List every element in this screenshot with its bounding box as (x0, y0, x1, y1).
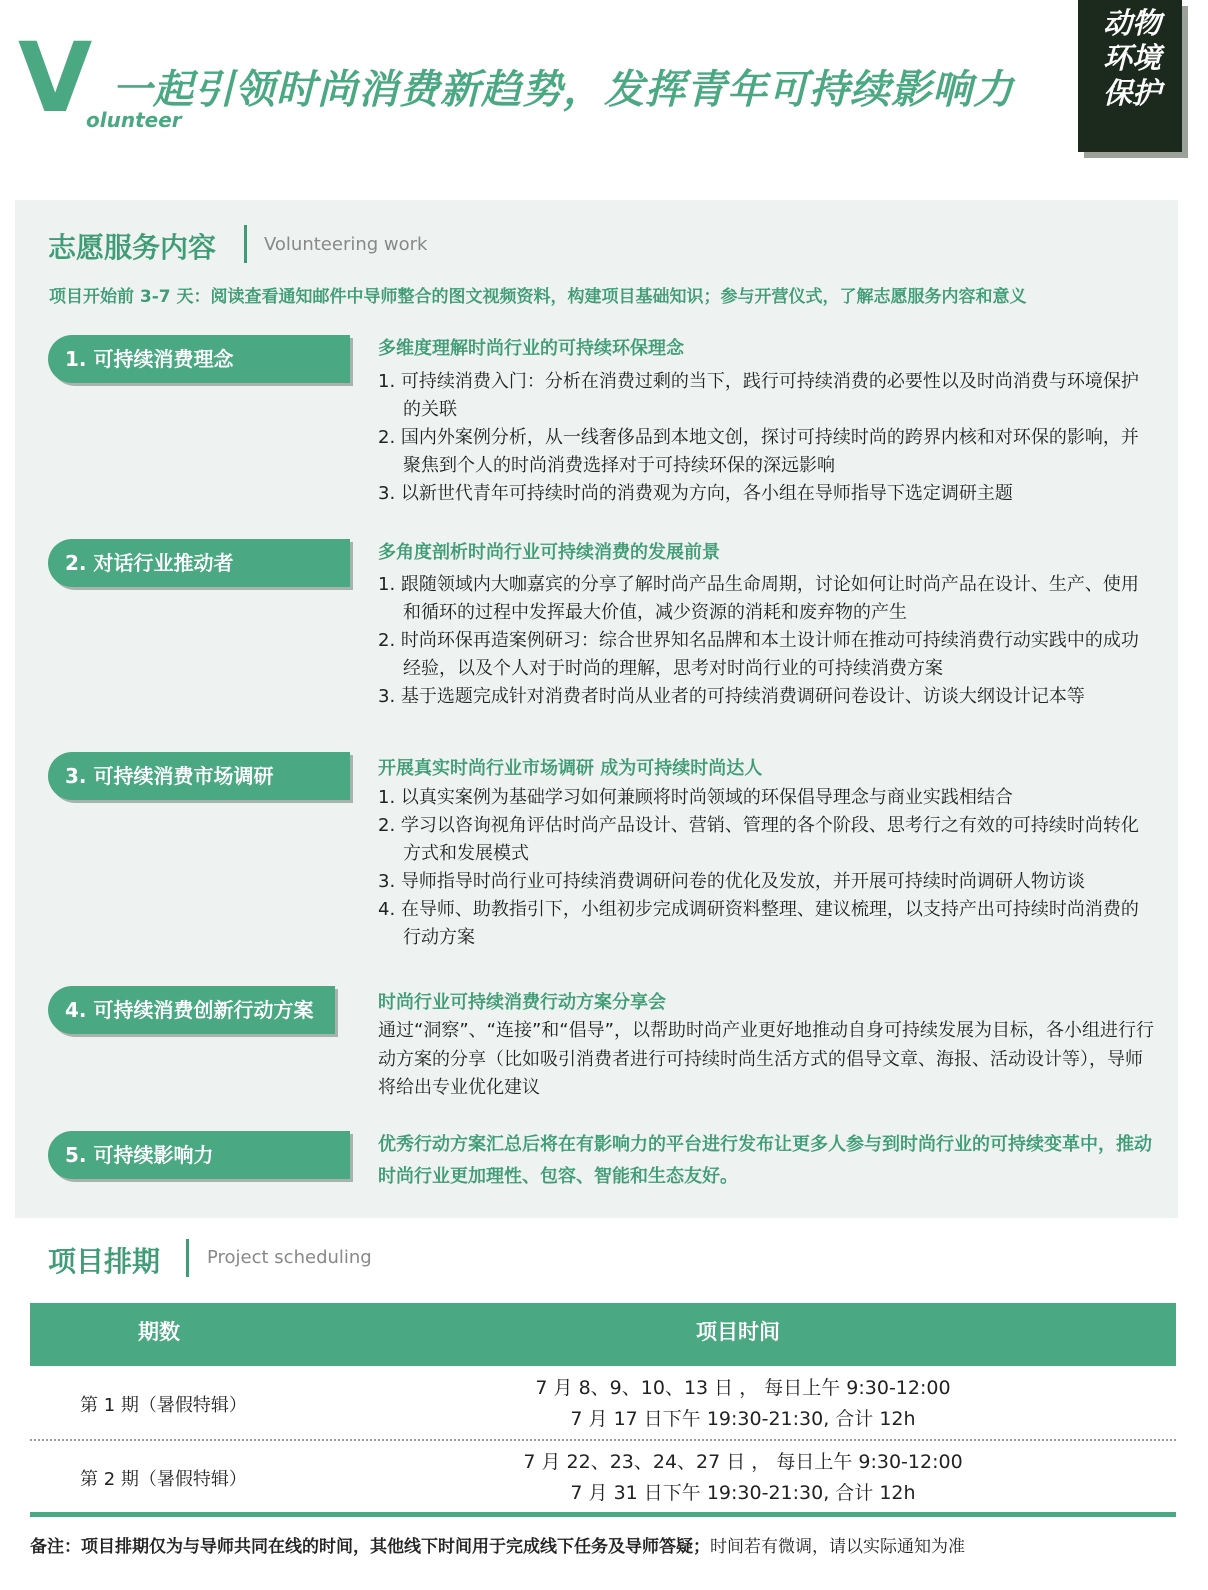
module-label: 4. 可持续消费创新行动方案 (48, 986, 335, 1034)
category-tag-line: 保护 (1102, 76, 1161, 110)
list-item: 3. 以新世代青年可持续时尚的消费观为方向，各小组在导师指导下选定调研主题 (378, 483, 1013, 504)
page-headline: 一起引领时尚消费新趋势，发挥青年可持续影响力 (112, 67, 1014, 113)
category-tag (1086, 6, 1178, 111)
module-subtitle: 时尚行业可持续消费行动方案分享会 (378, 992, 666, 1013)
column-header-period: 期数 (138, 1320, 180, 1344)
list-item: 2. 时尚环保再造案例研习：综合世界知名品牌和本土设计师在推动可持续消费行动实践中的成功经验，以及个人对于时尚的理解，思考对时尚行业的可持续消费方案 (378, 630, 1139, 679)
schedule-section-title: 项目排期 (48, 1245, 161, 1278)
table-cell-period: 第 1 期（暑假特辑） (80, 1395, 247, 1416)
table-cell-time (450, 1373, 1036, 1435)
module-label: 3. 可持续消费市场调研 (48, 752, 350, 800)
module-subtitle: 多角度剖析时尚行业可持续消费的发展前景 (378, 542, 720, 563)
module-description: 通过“洞察”、“连接”和“倡导”，以帮助时尚产业更好地推动自身可持续发展为目标，各小组进行行动方案的分享（比如吸引消费者进行可持续时尚生活方式的倡导文章、海报、活动设计等），导师将给出专业优化建议 (378, 1020, 1154, 1098)
volunteer-logo-letter: V (18, 22, 93, 134)
pre-project-intro: 项目开始前 3-7 天：阅读查看通知邮件中导师整合的图文视频资料，构建项目基础知识；参与开营仪式，了解志愿服务内容和意义 (49, 287, 1027, 307)
schedule-note (30, 1532, 965, 1557)
table-bottom-border (30, 1512, 1176, 1517)
module-label: 1. 可持续消费理念 (48, 335, 350, 383)
module-subtitle: 优秀行动方案汇总后将在有影响力的平台进行发布让更多人参与到时尚行业的可持续变革中，推动时尚行业更加理性、包容、智能和生态友好。 (378, 1134, 1152, 1187)
module-label: 2. 对话行业推动者 (48, 539, 350, 587)
schedule-table-header (30, 1303, 1176, 1366)
time-line: 7 月 17 日下午 19:30-21:30, 合计 12h (570, 1408, 916, 1430)
volunteer-section-subtitle: Volunteering work (264, 234, 428, 255)
list-item: 4. 在导师、助教指引下，小组初步完成调研资料整理、建议梳理，以支持产出可持续时尚消费的行动方案 (378, 899, 1139, 948)
module-subtitle: 开展真实时尚行业市场调研 成为可持续时尚达人 (378, 758, 763, 779)
list-item: 1. 可持续消费入门：分析在消费过剩的当下，践行可持续消费的必要性以及时尚消费与环境保护的关联 (378, 371, 1139, 420)
schedule-section-subtitle: Project scheduling (207, 1247, 372, 1268)
note-emphasis: 备注：项目排期仅为与导师共同在线的时间，其他线下时间用于完成线下任务及导师答疑； (30, 1537, 710, 1557)
list-item: 3. 基于选题完成针对消费者时尚从业者的可持续消费调研问卷设计、访谈大纲设计记本等 (378, 686, 1085, 707)
volunteer-logo-word: olunteer (86, 108, 182, 132)
section-divider (244, 225, 247, 263)
column-header-time: 项目时间 (696, 1320, 780, 1344)
time-line: 7 月 31 日下午 19:30-21:30, 合计 12h (570, 1482, 916, 1504)
category-tag-line: 环境 (1102, 41, 1161, 75)
table-cell-period: 第 2 期（暑假特辑） (80, 1469, 247, 1490)
category-tag-line: 动物 (1102, 6, 1161, 40)
note-rest: 时间若有微调，请以实际通知为准 (710, 1537, 965, 1557)
module-item-list (378, 784, 1154, 952)
list-item: 3. 导师指导时尚行业可持续消费调研问卷的优化及发放，并开展可持续时尚调研人物访谈 (378, 871, 1085, 892)
page-header (0, 0, 1208, 170)
time-line: 7 月 22、23、24、27 日 ， 每日上午 9:30-12:00 (523, 1451, 963, 1473)
table-cell-time (450, 1447, 1036, 1509)
list-item: 1. 跟随领域内大咖嘉宾的分享了解时尚产品生命周期，讨论如何让时尚产品在设计、生产、使用和循环的过程中发挥最大价值，减少资源的消耗和废弃物的产生 (378, 574, 1139, 623)
module-label: 5. 可持续影响力 (48, 1131, 350, 1179)
module-item-list (378, 571, 1154, 711)
time-line: 7 月 8、9、10、13 日 ， 每日上午 9:30-12:00 (535, 1377, 951, 1399)
list-item: 2. 学习以咨询视角评估时尚产品设计、营销、管理的各个阶段、思考行之有效的可持续时尚转化方式和发展模式 (378, 815, 1139, 864)
list-item: 1. 以真实案例为基础学习如何兼顾将时尚领域的环保倡导理念与商业实践相结合 (378, 787, 1013, 808)
module-item-list (378, 368, 1154, 508)
row-divider (30, 1439, 1176, 1441)
list-item: 2. 国内外案例分析，从一线奢侈品到本地文创，探讨可持续时尚的跨界内核和对环保的影响，并聚焦到个人的时尚消费选择对于可持续环保的深远影响 (378, 427, 1139, 476)
section-divider (186, 1239, 189, 1277)
module-subtitle: 多维度理解时尚行业的可持续环保理念 (378, 338, 684, 359)
volunteer-section-title: 志愿服务内容 (48, 231, 217, 264)
